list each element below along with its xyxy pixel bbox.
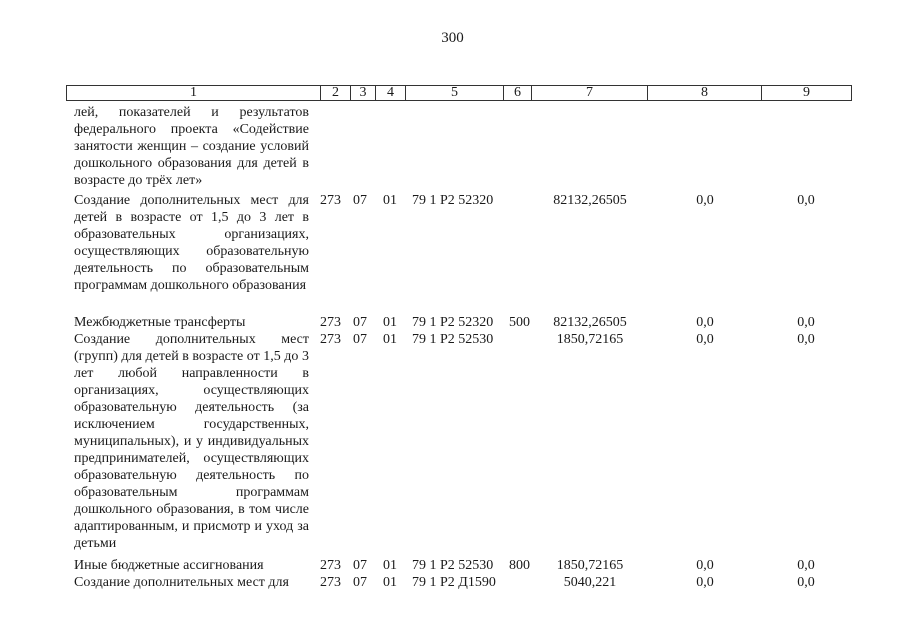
- header-col-4: 4: [375, 86, 405, 100]
- cell-section: 07: [353, 193, 367, 208]
- cell-ministry: 273: [320, 193, 341, 208]
- cell-amount-1: 5040,221: [563, 575, 617, 590]
- header-col-3: 3: [350, 86, 375, 100]
- cell-section: 07: [353, 315, 367, 330]
- cell-ministry: 273: [320, 332, 341, 347]
- cell-amount-1: 1850,72165: [556, 332, 624, 347]
- cell-section: 07: [353, 332, 367, 347]
- cell-amount-2: 0,0: [696, 193, 714, 208]
- header-col-9: 9: [761, 86, 851, 100]
- cell-subsection: 01: [383, 332, 397, 347]
- cell-target-article: 79 1 Р2 52530: [412, 332, 494, 347]
- cell-ministry: 273: [320, 315, 341, 330]
- cell-amount-3: 0,0: [797, 575, 815, 590]
- cell-target-article: 79 1 Р2 Д1590: [412, 575, 496, 590]
- cell-amount-3: 0,0: [797, 315, 815, 330]
- row-description: Создание дополнительных мест для детей в возрасте от 1,5 до 3 лет в образовательных организациях, осуществляющих образовательную деятельность по образовательным программам дошкольного образования: [74, 193, 309, 293]
- page-number: 300: [441, 30, 464, 46]
- row-description: Межбюджетные трансферты: [74, 315, 246, 330]
- header-col-6: 6: [503, 86, 531, 100]
- header-col-2: 2: [320, 86, 350, 100]
- cell-section: 07: [353, 575, 367, 590]
- cell-amount-2: 0,0: [696, 575, 714, 590]
- table-header-row: [66, 85, 852, 101]
- cell-subsection: 01: [383, 558, 397, 573]
- cell-target-article: 79 1 Р2 52320: [412, 315, 494, 330]
- header-col-1: 1: [190, 85, 197, 100]
- header-col-5: 5: [405, 86, 503, 100]
- cell-subsection: 01: [383, 193, 397, 208]
- cell-amount-3: 0,0: [797, 193, 815, 208]
- row-description: лей, показателей и результатов федерального проекта «Содействие занятости женщин – создание условий дошкольного образования для детей в возрасте до трёх лет»: [74, 105, 309, 188]
- cell-amount-3: 0,0: [797, 558, 815, 573]
- cell-section: 07: [353, 558, 367, 573]
- row-description: Иные бюджетные ассигнования: [74, 558, 264, 573]
- cell-amount-3: 0,0: [797, 332, 815, 347]
- cell-ministry: 273: [320, 575, 341, 590]
- cell-amount-1: 82132,26505: [553, 193, 627, 208]
- cell-amount-2: 0,0: [696, 558, 714, 573]
- cell-amount-1: 1850,72165: [556, 558, 624, 573]
- cell-expense-type: 500: [509, 315, 530, 330]
- cell-subsection: 01: [383, 315, 397, 330]
- cell-amount-2: 0,0: [696, 315, 714, 330]
- header-col-7: 7: [531, 86, 647, 100]
- cell-subsection: 01: [383, 575, 397, 590]
- row-description: Создание дополнительных мест для: [74, 575, 289, 590]
- cell-amount-1: 82132,26505: [553, 315, 627, 330]
- header-col-8: 8: [647, 86, 761, 100]
- cell-ministry: 273: [320, 558, 341, 573]
- cell-target-article: 79 1 Р2 52530: [412, 558, 494, 573]
- cell-target-article: 79 1 Р2 52320: [412, 193, 494, 208]
- cell-amount-2: 0,0: [696, 332, 714, 347]
- row-description: Создание дополнительных мест (групп) для детей в возрасте от 1,5 до 3 лет любой направленности в организациях, осуществляющих образовательную деятельность (за исключением государственных, муниципальных), и у индивидуальных предпринимателей, осуществляющих образовательную деятельность по образовательным программам дошкольного образования, в том числе адаптированным, и присмотр и уход за детьми: [74, 332, 309, 551]
- cell-expense-type: 800: [509, 558, 530, 573]
